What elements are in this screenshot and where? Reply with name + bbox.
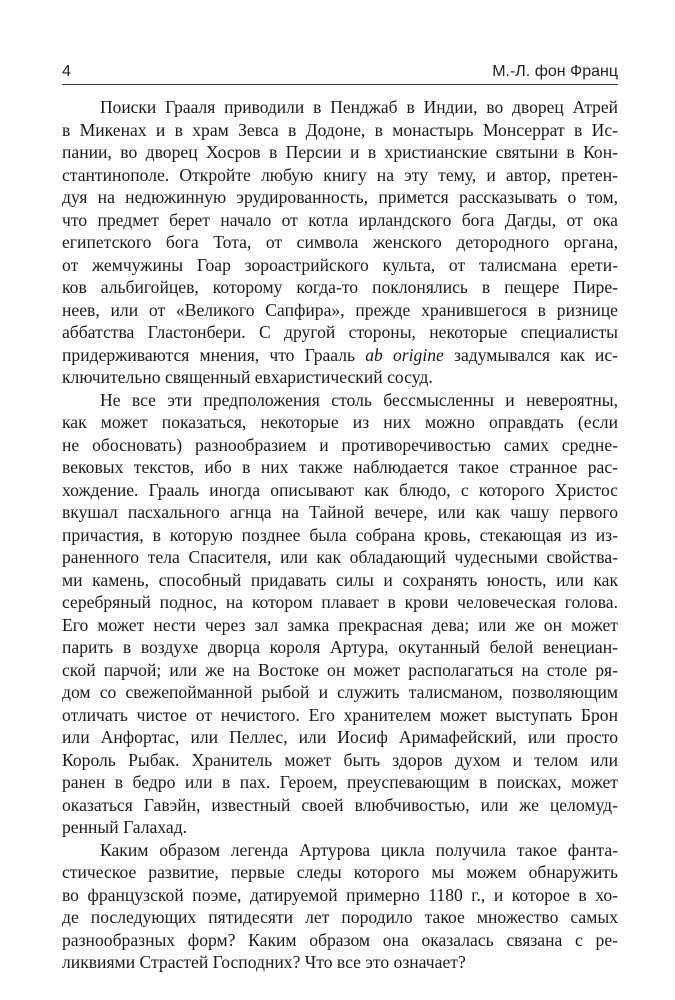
header-rule <box>62 84 618 85</box>
text-line: парить в воздухе дворца короля Артура, окутанный белой венециан- <box>62 637 618 657</box>
text-line: дом со свежепойманной рыбой и служить талисманом, позволяющим <box>62 682 618 702</box>
text-line: раненного тела Спасителя, или как обладающий чудесными свойства- <box>62 547 618 567</box>
text-line: ренный Галахад. <box>62 817 188 837</box>
text-line: ской парчой; или же на Востоке он может располагаться на столе ря- <box>62 659 618 680</box>
text-line: как может показаться, некоторые из них можно оправдать (если <box>62 412 618 432</box>
text-line: Король Рыбак. Хранитель может быть здоров духом и телом или <box>62 749 618 770</box>
paragraph <box>62 96 618 389</box>
text-line: от жемчужины Гоар зороастрийского культа, от талисмана ерети- <box>62 254 618 275</box>
running-head-author: М.-Л. фон Франц <box>492 63 618 80</box>
text-line: египетского бога Тота, от символа женского детородного органа, <box>62 232 618 252</box>
text-line: дуя на недюжинную эрудированность, примется рассказывать о том, <box>62 187 618 207</box>
body-text <box>62 96 618 974</box>
text-line: ключительно священный евхаристический сосуд. <box>62 367 433 387</box>
text-line: стантинополе. Откройте любую книгу на эту тему, и автор, претен- <box>62 164 618 185</box>
text-line: аббатства Гластонбери. С другой стороны, некоторые специалисты <box>62 322 618 342</box>
text-segment: придерживаются мнения, что Грааль <box>62 344 366 365</box>
text-line: в Микенах и в храм Зевса в Додоне, в монастырь Монсеррат в Ис- <box>62 119 618 140</box>
text-line: Его может нести через зал замка прекрасная дева; или же он может <box>62 614 618 635</box>
text-line: или Анфортас, или Пеллес, или Иосиф Аримафейский, или просто <box>62 727 618 747</box>
text-line: отличать чистое от нечистого. Его хранителем может выступать Брон <box>62 704 618 725</box>
text-line: во французской поэме, датируемой примерно 1180 г., и которое в хо- <box>62 884 618 905</box>
text-line: хождение. Грааль иногда описывают как блюдо, с которого Христос <box>62 479 618 500</box>
text-line: что предмет берет начало от котла ирландского бога Дагды, от ока <box>62 209 618 230</box>
paragraph <box>62 389 618 839</box>
text-line: разнообразных форм? Каким образом она оказалась связана с ре- <box>62 929 618 950</box>
latin-phrase: ab origine <box>365 344 444 365</box>
text-line: Каким образом легенда Артурова цикла получила такое фанта- <box>100 839 618 860</box>
text-line: де последующих пятидесяти лет породило такое множество самых <box>62 907 618 927</box>
text-line: Поиски Грааля приводили в Пенджаб в Индии, во дворец Атрей <box>100 97 618 117</box>
paragraph <box>62 839 618 974</box>
page-number: 4 <box>62 63 71 80</box>
text-line <box>62 344 618 367</box>
text-line: неев, или от «Великого Сапфира», прежде хранившегося в ризнице <box>62 299 618 320</box>
text-line: ми камень, способный придавать силы и сохранять юность, или как <box>62 569 618 590</box>
text-line: серебряный поднос, на котором плавает в крови человеческая голова. <box>62 592 618 612</box>
text-segment: задумывался как ис- <box>443 344 618 365</box>
text-line: Не все эти предположения столь бессмысленны и невероятны, <box>100 389 618 410</box>
text-line: вкушал пасхального агнца на Тайной вечере, или как чашу первого <box>62 502 618 522</box>
text-line: оказаться Гавэйн, известный своей влюбчивостью, или же целомуд- <box>62 794 618 815</box>
text-line: ков альбигойцев, которому когда-то поклонялись в пещере Пире- <box>62 277 618 297</box>
text-line: ликвиями Страстей Господних? Что все это означает? <box>62 952 466 972</box>
text-line: пании, во дворец Хосров в Персии и в христианские святыни в Кон- <box>62 142 618 162</box>
text-line: не обосновать) разнообразием и противоречивостью самих средне- <box>62 434 618 455</box>
text-line: вековых текстов, ибо в них также наблюдается такое странное рас- <box>62 457 618 477</box>
text-line: причастия, в которую позднее была собрана кровь, стекающая из из- <box>62 524 618 545</box>
text-line: стическое развитие, первые следы которого мы можем обнаружить <box>62 862 618 882</box>
text-line: ранен в бедро или в пах. Героем, преуспевающим в поисках, может <box>62 772 618 792</box>
